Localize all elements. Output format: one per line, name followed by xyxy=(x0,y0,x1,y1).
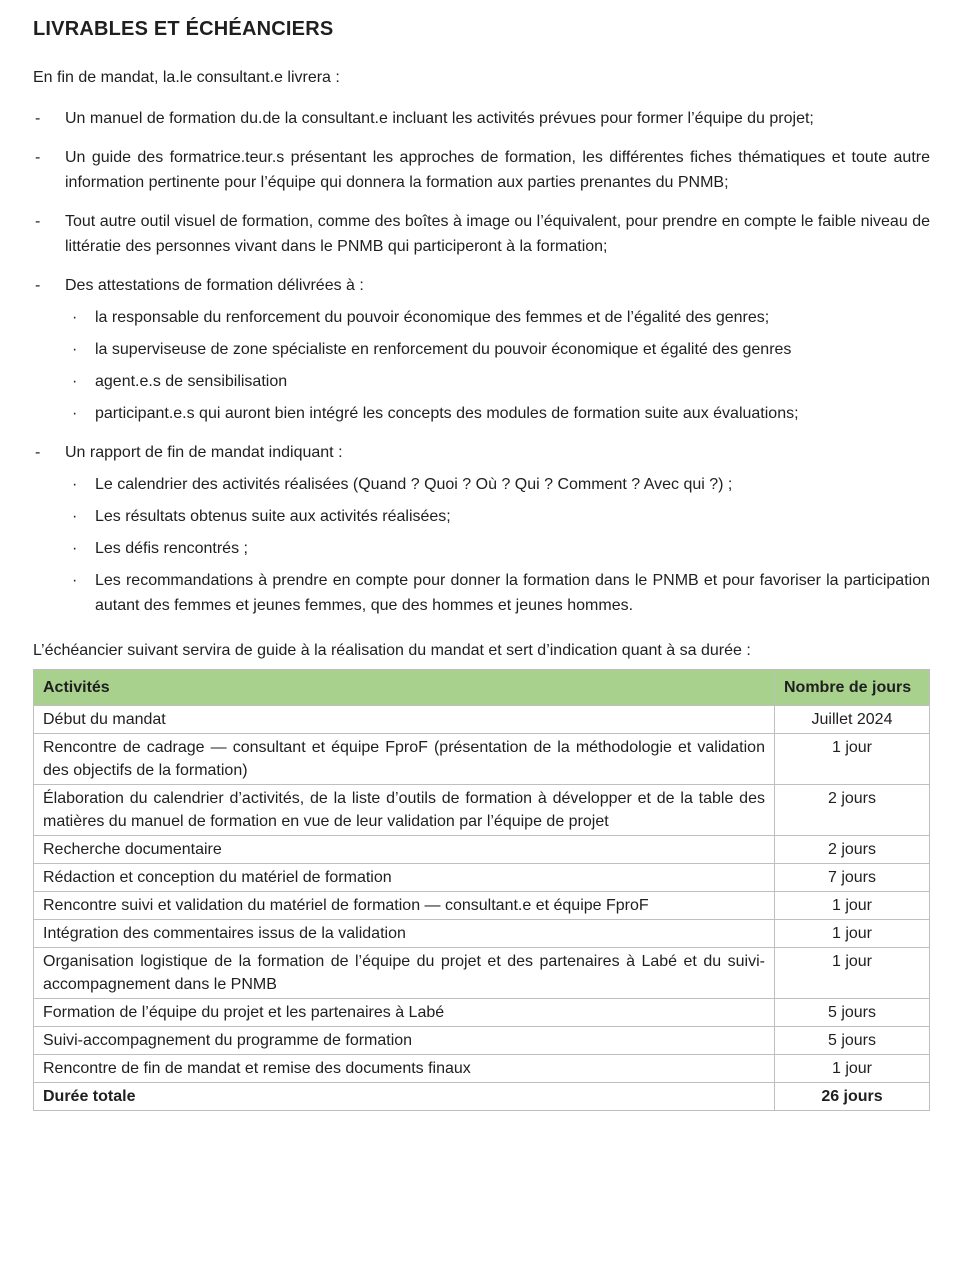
days-cell: 2 jours xyxy=(774,836,929,864)
days-cell: 1 jour xyxy=(774,1055,929,1083)
dot-bullet-icon: · xyxy=(72,476,78,493)
activity-cell: Rédaction et conception du matériel de formation xyxy=(34,864,775,892)
activity-cell: Élaboration du calendrier d’activités, de la liste d’outils de formation à développer et de la table des matières du manuel de formation en vue de leur validation par l’équipe de projet xyxy=(34,785,775,836)
table-row xyxy=(34,706,930,734)
dot-bullet-icon: · xyxy=(72,309,78,326)
dash-bullet-icon: - xyxy=(35,149,41,166)
list-item xyxy=(33,106,930,131)
sub-list-item xyxy=(65,472,930,497)
dot-bullet-icon: · xyxy=(72,405,78,422)
sub-list-item xyxy=(65,401,930,426)
table-header-activities: Activités xyxy=(34,670,775,706)
sub-bullet-text: la superviseuse de zone spécialiste en renforcement du pouvoir économique et égalité des genres xyxy=(95,341,792,358)
table-row xyxy=(34,864,930,892)
list-item xyxy=(33,273,930,426)
dot-bullet-icon: · xyxy=(72,373,78,390)
sub-list-item xyxy=(65,536,930,561)
table-row xyxy=(34,734,930,785)
days-cell: 1 jour xyxy=(774,734,929,785)
sub-list-item xyxy=(65,305,930,330)
dot-bullet-icon: · xyxy=(72,508,78,525)
bullet-text: Un guide des formatrice.teur.s présentant les approches de formation, les différentes fiches thématiques et toute autre information pertinente pour l’équipe qui donnera la formation aux parties prenantes du PNMB; xyxy=(65,149,930,191)
days-cell: 2 jours xyxy=(774,785,929,836)
days-cell: 5 jours xyxy=(774,1027,929,1055)
sub-list-item xyxy=(65,504,930,529)
dash-bullet-icon: - xyxy=(35,277,41,294)
table-row xyxy=(34,920,930,948)
table-row xyxy=(34,1027,930,1055)
table-row-total xyxy=(34,1083,930,1111)
dash-bullet-icon: - xyxy=(35,110,41,127)
activity-cell: Durée totale xyxy=(34,1083,775,1111)
sub-list-item xyxy=(65,369,930,394)
sub-bullet-text: Les défis rencontrés ; xyxy=(95,540,248,557)
dot-bullet-icon: · xyxy=(72,540,78,557)
bullet-text: Un manuel de formation du.de la consultant.e incluant les activités prévues pour former l’équipe du projet; xyxy=(65,110,814,127)
activity-cell: Rencontre suivi et validation du matériel de formation — consultant.e et équipe FproF xyxy=(34,892,775,920)
sub-list-item xyxy=(65,337,930,362)
table-row xyxy=(34,999,930,1027)
table-row xyxy=(34,948,930,999)
table-row xyxy=(34,836,930,864)
sub-bullet-text: la responsable du renforcement du pouvoir économique des femmes et de l’égalité des genres; xyxy=(95,309,770,326)
days-cell: 26 jours xyxy=(774,1083,929,1111)
days-cell: 7 jours xyxy=(774,864,929,892)
dot-bullet-icon: · xyxy=(72,341,78,358)
days-cell: 5 jours xyxy=(774,999,929,1027)
days-cell: 1 jour xyxy=(774,948,929,999)
activity-cell: Organisation logistique de la formation de l’équipe du projet et des partenaires à Labé et du suivi-accompagnement dans le PNMB xyxy=(34,948,775,999)
bullet-text: Tout autre outil visuel de formation, comme des boîtes à image ou l’équivalent, pour prendre en compte le faible niveau de littératie des personnes vivant dans le PNMB qui participeront à la formation; xyxy=(65,213,930,255)
activity-cell: Suivi-accompagnement du programme de formation xyxy=(34,1027,775,1055)
activity-cell: Rencontre de fin de mandat et remise des documents finaux xyxy=(34,1055,775,1083)
sub-bullet-text: Le calendrier des activités réalisées (Quand ? Quoi ? Où ? Qui ? Comment ? Avec qui ?) ; xyxy=(95,476,733,493)
sub-list-item xyxy=(65,568,930,618)
days-cell: 1 jour xyxy=(774,892,929,920)
dash-bullet-icon: - xyxy=(35,213,41,230)
intro-paragraph: En fin de mandat, la.le consultant.e livrera : xyxy=(33,69,340,86)
activity-cell: Rencontre de cadrage — consultant et équipe FproF (présentation de la méthodologie et validation des objectifs de la formation) xyxy=(34,734,775,785)
sub-bullet-text: agent.e.s de sensibilisation xyxy=(95,373,288,390)
table-row xyxy=(34,892,930,920)
table-row xyxy=(34,1055,930,1083)
activity-cell: Intégration des commentaires issus de la validation xyxy=(34,920,775,948)
dash-bullet-icon: - xyxy=(35,444,41,461)
sub-list xyxy=(65,305,930,426)
bullet-text: Un rapport de fin de mandat indiquant : xyxy=(65,444,343,461)
activity-cell: Formation de l’équipe du projet et les partenaires à Labé xyxy=(34,999,775,1027)
sub-bullet-text: Les recommandations à prendre en compte pour donner la formation dans le PNMB et pour favoriser la participation autant des femmes et jeunes femmes, que des hommes et jeunes hommes. xyxy=(95,572,930,614)
list-item xyxy=(33,440,930,618)
activity-cell: Début du mandat xyxy=(34,706,775,734)
dot-bullet-icon: · xyxy=(72,572,78,589)
table-row xyxy=(34,785,930,836)
days-cell: Juillet 2024 xyxy=(774,706,929,734)
page-title: LIVRABLES ET ÉCHÉANCIERS xyxy=(33,18,334,40)
list-item xyxy=(33,145,930,195)
deliverables-list xyxy=(33,106,930,618)
sub-bullet-text: participant.e.s qui auront bien intégré les concepts des modules de formation suite aux évaluations; xyxy=(95,405,799,422)
sub-bullet-text: Les résultats obtenus suite aux activités réalisées; xyxy=(95,508,451,525)
table-header-row xyxy=(34,670,930,706)
list-item xyxy=(33,209,930,259)
schedule-intro: L’échéancier suivant servira de guide à la réalisation du mandat et sert d’indication quant à sa durée : xyxy=(33,642,751,659)
schedule-table xyxy=(33,669,930,1111)
sub-list xyxy=(65,472,930,618)
days-cell: 1 jour xyxy=(774,920,929,948)
bullet-text: Des attestations de formation délivrées à : xyxy=(65,277,364,294)
activity-cell: Recherche documentaire xyxy=(34,836,775,864)
table-header-days: Nombre de jours xyxy=(774,670,929,706)
